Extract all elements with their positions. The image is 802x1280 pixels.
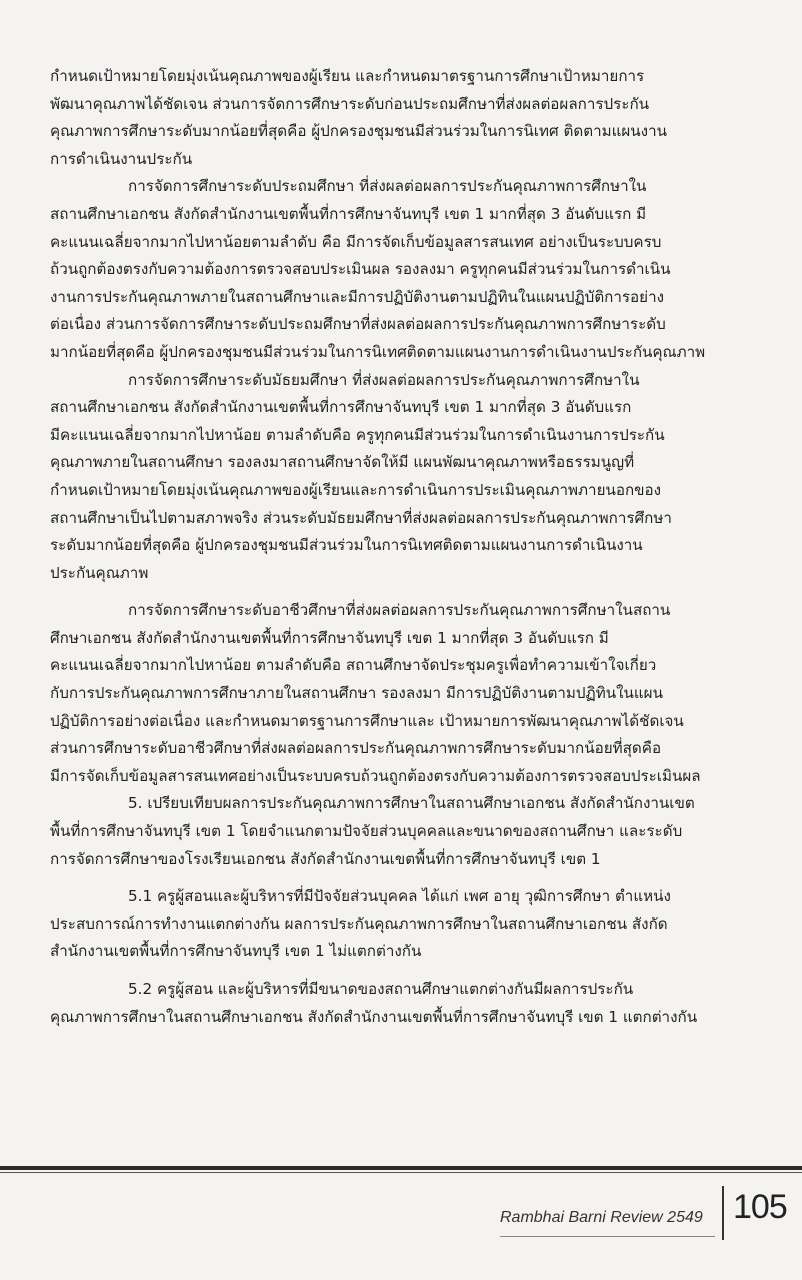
text-line: พื้นที่การศึกษาจันทบุรี เขต 1 โดยจำแนกตามปัจจัยส่วนบุคคลและขนาดของสถานศึกษา และระดับ [50,822,683,841]
text-line: ระดับมากน้อยที่สุดคือ ผู้ปกครองชุมชนมีส่วนร่วมในการนิเทศติดตามแผนงานการดำเนินงาน [50,536,643,555]
text-line: ประกันคุณภาพ [50,563,149,582]
text-line: มากน้อยที่สุดคือ ผู้ปกครองชุมชนมีส่วนร่วมในการนิเทศติดตามแผนงานการดำเนินงานประกันคุณภาพ [50,342,706,361]
paragraph-p0 [50,63,742,173]
text-line: กับการประกันคุณภาพการศึกษาภายในสถานศึกษา รองลงมา มีการปฏิบัติงานตามปฏิทินในแผน [50,684,663,703]
text-line: คะแนนเฉลี่ยจากมากไปหาน้อย ตามลำดับคือ สถานศึกษาจัดประชุมครูเพื่อทำความเข้าใจเกี่ยว [50,656,657,675]
text-line: กำหนดเป้าหมายโดยมุ่งเน้นคุณภาพของผู้เรียน และกำหนดมาตรฐานการศึกษาเป้าหมายการ [50,67,645,85]
paragraph-p2 [50,367,742,588]
text-line: 5.2 ครูผู้สอน และผู้บริหารที่มีขนาดของสถานศึกษาแตกต่างกันมีผลการประกัน [128,980,634,998]
text-line: ประสบการณ์การทำงานแตกต่างกัน ผลการประกันคุณภาพการศึกษาในสถานศึกษาเอกชน สังกัด [50,914,668,933]
page-number: 105 [733,1188,787,1226]
text-line: งานการประกันคุณภาพภายในสถานศึกษาและมีการปฏิบัติงานตามปฏิทินในแผนปฏิบัติการอย่าง [50,287,665,306]
body-text [50,63,742,1031]
journal-title: Rambhai Barni Review 2549 [500,1209,703,1226]
journal-underline [500,1236,715,1237]
paragraph-p3 [50,597,742,790]
paragraph-gap [50,873,742,883]
text-line: การจัดการศึกษาระดับอาชีวศึกษาที่ส่งผลต่อผลการประกันคุณภาพการศึกษาในสถาน [128,601,671,620]
text-line: การจัดการศึกษาระดับมัธยมศึกษา ที่ส่งผลต่อผลการประกันคุณภาพการศึกษาใน [128,370,640,389]
paragraph-p4 [50,790,742,873]
paragraph-p6 [50,976,742,1031]
footer-rule-thin [0,1172,802,1173]
text-line: คุณภาพภายในสถานศึกษา รองลงมาสถานศึกษาจัดให้มี แผนพัฒนาคุณภาพหรือธรรมนูญที่ [50,453,635,472]
text-line: การจัดการศึกษาของโรงเรียนเอกชน สังกัดสำนักงานเขตพื้นที่การศึกษาจันทบุรี เขต 1 [50,849,601,868]
text-line: มีคะแนนเฉลี่ยจากมากไปหาน้อย ตามลำดับคือ ครูทุกคนมีส่วนร่วมในการดำเนินงานการประกัน [50,425,665,444]
text-line: มีการจัดเก็บข้อมูลสารสนเทศอย่างเป็นระบบครบถ้วนถูกต้องตรงกับความต้องการตรวจสอบประเมินผล [50,766,701,785]
text-line: ปฏิบัติการอย่างต่อเนื่อง และกำหนดมาตรฐานการศึกษาและ เป้าหมายการพัฒนาคุณภาพได้ชัดเจน [50,711,684,730]
text-line: ส่วนการศึกษาระดับอาชีวศึกษาที่ส่งผลต่อผลการประกันคุณภาพการศึกษาระดับมากน้อยที่สุดคือ [50,739,662,758]
paragraph-gap [50,587,742,597]
text-line: สถานศึกษาเป็นไปตามสภาพจริง ส่วนระดับมัธยมศึกษาที่ส่งผลต่อผลการประกันคุณภาพการศึกษา [50,508,672,527]
text-line: การดำเนินงานประกัน [50,149,193,168]
footer-rule [0,1166,802,1170]
text-line: พัฒนาคุณภาพได้ชัดเจน ส่วนการจัดการศึกษาระดับก่อนประถมศึกษาที่ส่งผลต่อผลการประกัน [50,94,650,113]
text-line: คะแนนเฉลี่ยจากมากไปหาน้อยตามลำดับ คือ มีการจัดเก็บข้อมูลสารสนเทศ อย่างเป็นระบบครบ [50,232,662,251]
text-line: 5.1 ครูผู้สอนและผู้บริหารที่มีปัจจัยส่วนบุคคล ได้แก่ เพศ อายุ วุฒิการศึกษา ตำแหน่ง [128,887,671,906]
text-line: สถานศึกษาเอกชน สังกัดสำนักงานเขตพื้นที่การศึกษาจันทบุรี เขต 1 มากที่สุด 3 อันดับแรก มี [50,204,647,223]
text-line: คุณภาพการศึกษาในสถานศึกษาเอกชน สังกัดสำนักงานเขตพื้นที่การศึกษาจันทบุรี เขต 1 แตกต่างกัน [50,1007,698,1026]
text-line: สถานศึกษาเอกชน สังกัดสำนักงานเขตพื้นที่การศึกษาจันทบุรี เขต 1 มากที่สุด 3 อันดับแรก [50,398,632,417]
paragraph-p5 [50,883,742,966]
text-line: คุณภาพการศึกษาระดับมากน้อยที่สุดคือ ผู้ปกครองชุมชนมีส่วนร่วมในการนิเทศ ติดตามแผนงาน [50,122,668,141]
text-line: ศึกษาเอกชน สังกัดสำนักงานเขตพื้นที่การศึกษาจันทบุรี เขต 1 มากที่สุด 3 อันดับแรก มี [50,628,609,647]
text-line: ต่อเนื่อง ส่วนการจัดการศึกษาระดับประถมศึกษาที่ส่งผลต่อผลการประกันคุณภาพการศึกษาระดับ [50,315,666,334]
text-line: 5. เปรียบเทียบผลการประกันคุณภาพการศึกษาในสถานศึกษาเอกชน สังกัดสำนักงานเขต [128,794,695,813]
footer-divider [722,1186,724,1240]
paragraph-p1 [50,173,742,366]
text-line: กำหนดเป้าหมายโดยมุ่งเน้นคุณภาพของผู้เรียนและการดำเนินการประเมินคุณภาพภายนอกของ [50,480,662,499]
text-line: การจัดการศึกษาระดับประถมศึกษา ที่ส่งผลต่อผลการประกันคุณภาพการศึกษาใน [128,177,647,196]
paragraph-gap [50,966,742,976]
text-line: สำนักงานเขตพื้นที่การศึกษาจันทบุรี เขต 1 ไม่แตกต่างกัน [50,942,422,961]
text-line: ถ้วนถูกต้องตรงกับความต้องการตรวจสอบประเมินผล รองลงมา ครูทุกคนมีส่วนร่วมในการดำเนิน [50,260,671,279]
